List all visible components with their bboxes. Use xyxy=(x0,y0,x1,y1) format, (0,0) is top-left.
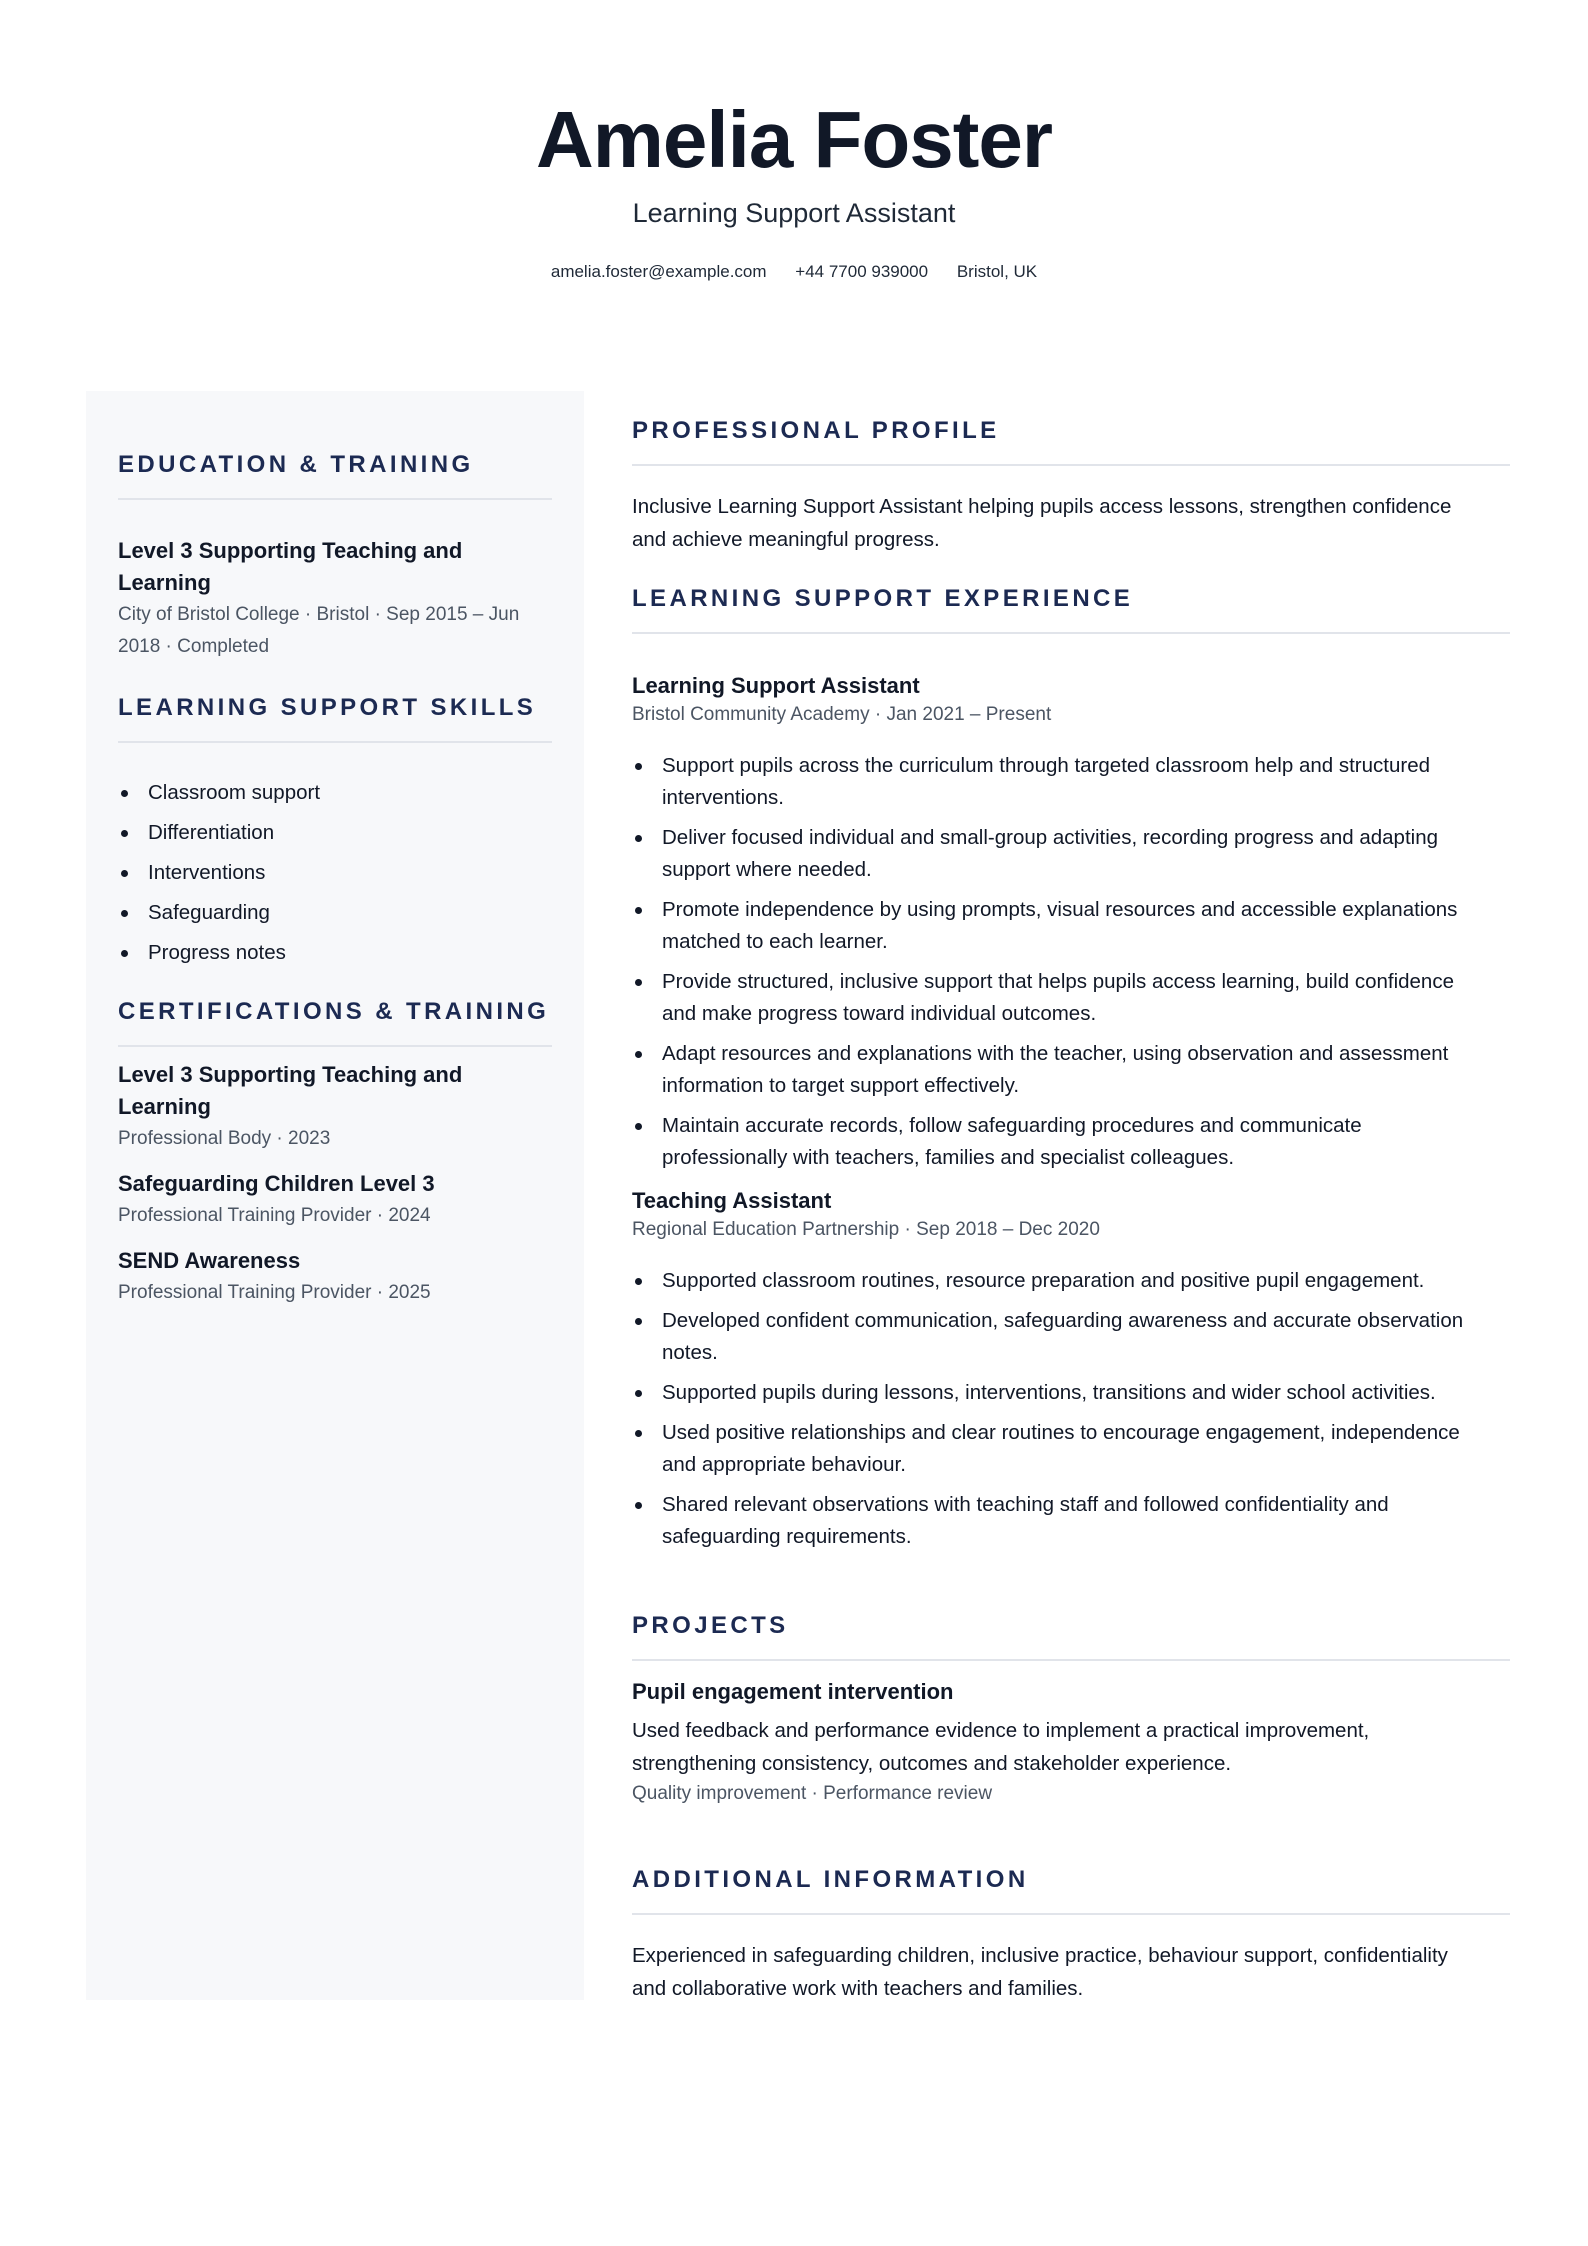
candidate-headline: Learning Support Assistant xyxy=(632,198,956,228)
contact-line xyxy=(0,260,1588,284)
skills-section xyxy=(118,693,552,977)
education-item-title: Level 3 Supporting Teaching and Learning xyxy=(118,538,463,595)
certification-item xyxy=(118,1245,552,1309)
skill-item: Classroom support xyxy=(118,777,552,809)
projects-section xyxy=(632,1611,1510,1808)
certification-meta: Professional Training Provider · 2025 xyxy=(118,1282,431,1303)
additional-text: Experienced in safeguarding children, inclusive practice, behaviour support, confidentiality and collaborative work with teachers and families. xyxy=(632,1944,1448,2000)
certification-title: Safeguarding Children Level 3 xyxy=(118,1171,435,1196)
education-section xyxy=(118,450,552,663)
section-divider xyxy=(632,1659,1510,1661)
certifications-section xyxy=(118,997,552,1309)
job-meta: Bristol Community Academy · Jan 2021 – Present xyxy=(632,704,1052,725)
skills-heading: LEARNING SUPPORT SKILLS xyxy=(118,694,537,721)
certification-meta: Professional Training Provider · 2024 xyxy=(118,1205,431,1226)
skill-item: Safeguarding xyxy=(118,897,552,929)
project-tags: Quality improvement · Performance review xyxy=(632,1783,993,1804)
contact-phone[interactable]: +44 7700 939000 xyxy=(795,262,929,281)
certification-title: SEND Awareness xyxy=(118,1248,301,1273)
skill-item: Differentiation xyxy=(118,817,552,849)
section-divider xyxy=(632,1913,1510,1915)
profile-summary: Inclusive Learning Support Assistant helping pupils access lessons, strengthen confidence and achieve meaningful progress. xyxy=(632,495,1452,551)
job-bullet: Used positive relationships and clear routines to encourage engagement, independence and appropriate behaviour. xyxy=(632,1417,1510,1481)
job-title: Teaching Assistant xyxy=(632,1188,832,1213)
education-item-meta: City of Bristol College · Bristol · Sep 2015 – Jun 2018 · Completed xyxy=(118,604,520,657)
certifications-heading: CERTIFICATIONS & TRAINING xyxy=(118,998,550,1025)
job-bullet: Support pupils across the curriculum through targeted classroom help and structured interventions. xyxy=(632,750,1510,814)
skill-item: Progress notes xyxy=(118,937,552,969)
skill-item: Interventions xyxy=(118,857,552,889)
education-heading: EDUCATION & TRAINING xyxy=(118,451,474,478)
contact-email[interactable]: amelia.foster@example.com xyxy=(550,262,767,281)
job-entry xyxy=(632,1186,1510,1553)
project-description: Used feedback and performance evidence to implement a practical improvement, strengthening consistency, outcomes and stakeholder experience. xyxy=(632,1719,1370,1775)
job-bullet: Promote independence by using prompts, visual resources and accessible explanations matched to each learner. xyxy=(632,894,1510,958)
certification-item xyxy=(118,1168,552,1232)
experience-heading: LEARNING SUPPORT EXPERIENCE xyxy=(632,585,1134,612)
section-divider xyxy=(118,1045,552,1047)
job-bullet: Maintain accurate records, follow safeguarding procedures and communicate professionally with teachers, families and specialist colleagues. xyxy=(632,1110,1510,1174)
education-item xyxy=(118,535,552,663)
contact-location: Bristol, UK xyxy=(956,262,1038,281)
job-bullet: Provide structured, inclusive support that helps pupils access learning, build confidence and make progress toward individual outcomes. xyxy=(632,966,1510,1030)
job-bullets xyxy=(632,750,1510,1174)
project-name: Pupil engagement intervention xyxy=(632,1679,954,1704)
section-divider xyxy=(632,632,1510,634)
job-bullet: Supported classroom routines, resource preparation and positive pupil engagement. xyxy=(632,1265,1510,1297)
additional-heading: ADDITIONAL INFORMATION xyxy=(632,1866,1029,1893)
section-divider xyxy=(118,741,552,743)
job-title: Learning Support Assistant xyxy=(632,673,920,698)
section-divider xyxy=(632,464,1510,466)
job-bullets xyxy=(632,1265,1510,1553)
section-divider xyxy=(118,498,552,500)
job-bullet: Deliver focused individual and small-group activities, recording progress and adapting support where needed. xyxy=(632,822,1510,886)
job-bullet: Developed confident communication, safeguarding awareness and accurate observation notes. xyxy=(632,1305,1510,1369)
certification-meta: Professional Body · 2023 xyxy=(118,1128,331,1149)
candidate-name: Amelia Foster xyxy=(535,95,1053,184)
skills-list xyxy=(118,777,552,969)
profile-heading: PROFESSIONAL PROFILE xyxy=(632,417,1000,444)
job-bullet: Supported pupils during lessons, interventions, transitions and wider school activities. xyxy=(632,1377,1510,1409)
sidebar xyxy=(86,391,584,2000)
job-entry xyxy=(632,671,1510,1174)
projects-heading: PROJECTS xyxy=(632,1612,789,1639)
profile-section xyxy=(632,416,1510,556)
job-bullet: Adapt resources and explanations with the teacher, using observation and assessment information to target support effectively. xyxy=(632,1038,1510,1102)
certification-title: Level 3 Supporting Teaching and Learning xyxy=(118,1062,463,1119)
job-bullet: Shared relevant observations with teaching staff and followed confidentiality and safeguarding requirements. xyxy=(632,1489,1510,1553)
experience-section xyxy=(632,584,1510,1561)
additional-section xyxy=(632,1865,1510,2005)
certification-item xyxy=(118,1059,552,1155)
job-meta: Regional Education Partnership · Sep 2018 – Dec 2020 xyxy=(632,1219,1100,1240)
